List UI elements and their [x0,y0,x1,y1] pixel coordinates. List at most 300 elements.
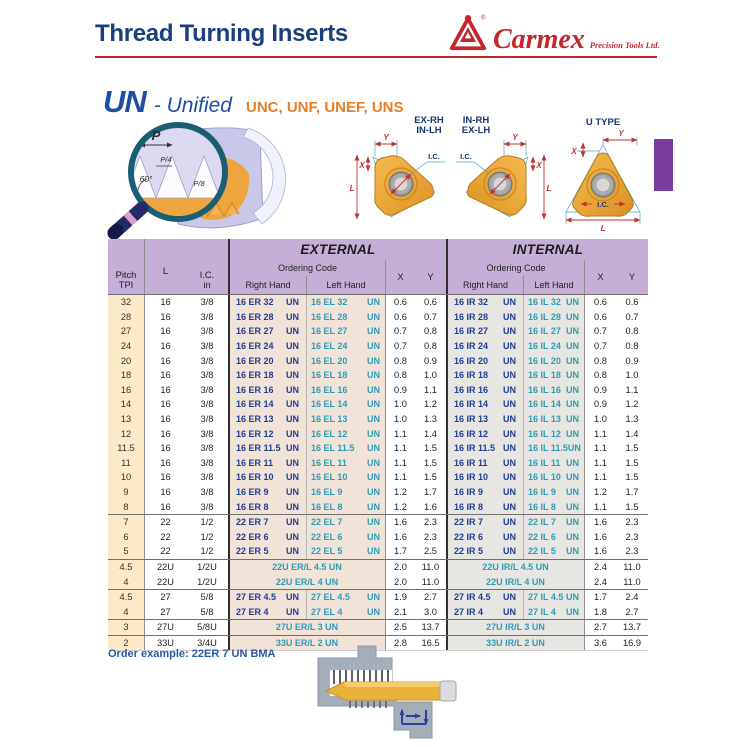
external-rh-code-cell-text: 16 ER 10 [236,472,274,483]
internal-y-cell: 2.7 [625,606,639,617]
pitch-cell: 4.5 [108,590,144,605]
internal-rh-code-cell-text: 16 IR 16 [454,384,489,395]
external-x-cell: 0.7 [385,339,415,354]
dim-label-ic: I.C. [428,152,440,161]
internal-lh-code-cell [523,485,584,500]
table-row [108,412,648,427]
external-x-cell: 1.1 [385,456,415,471]
pitch-cell: 11 [108,456,144,471]
external-x-cell: 1.6 [385,515,415,530]
external-x-cell: 1.7 [385,544,415,559]
table-row [108,397,648,412]
external-rh-code-cell-text: 16 ER 18 [236,370,274,381]
internal-lh-code-cell-suffix: UN [566,592,579,603]
l-cell: 27U [144,620,186,635]
internal-y-cell: 16.9 [622,637,642,648]
external-y-cell: 1.6 [424,501,437,512]
col-header-pitch-line2: TPI [118,280,134,291]
ic-cell: 3/8 [200,414,214,425]
external-rh-code-cell-text: 16 ER 8 [236,501,269,512]
ic-cell: 3/8 [200,487,214,498]
external-rh-code-cell-text: 27 ER 4 [236,606,269,617]
external-rh-code-cell [228,470,306,485]
dim-label-ic: I.C. [460,152,472,161]
pitch-cell: 14 [108,397,144,412]
external-y-cell: 0.6 [424,297,437,308]
internal-rh-code-cell [446,441,523,456]
l-cell: 22 [144,544,186,559]
external-lh-code-cell-text: 16 EL 14 [311,399,348,410]
internal-x-cell: 1.7 [584,590,616,605]
thread-profile-magnifier [100,118,290,240]
external-lh-code-cell [306,515,385,530]
internal-y-cell: 1.0 [625,370,639,381]
internal-y-cell: 0.9 [625,355,639,366]
internal-lh-code-cell-suffix: UN [567,443,581,454]
internal-code-cell: 33U IR/L 2 UN [446,636,584,651]
profile-label-angle: 60° [139,174,153,184]
internal-rh-code-cell-text: 16 IR 13 [454,414,489,425]
internal-rh-code-cell-suffix: UN [503,606,516,617]
carmex-logo-icon [448,12,488,54]
internal-rh-code-cell-suffix: UN [503,326,516,337]
external-rh-code-cell-suffix: UN [286,592,299,603]
internal-rh-code-cell [446,383,523,398]
internal-y-cell: 0.8 [625,341,639,352]
external-lh-code-cell-suffix: UN [367,443,380,454]
internal-y-cell: 2.3 [625,517,639,528]
external-rh-code-cell-text: 16 ER 12 [236,428,274,439]
external-lh-code-cell-suffix: UN [367,487,380,498]
external-y-header: Y [427,271,434,282]
internal-rh-code-cell [446,530,523,545]
external-rh-code-cell [228,383,306,398]
external-lh-code-cell [306,353,385,368]
external-lh-code-cell-suffix: UN [367,606,380,617]
internal-lh-code-cell-text: 16 IL 12 [528,428,561,439]
table-row [108,530,648,545]
internal-x-cell: 2.4 [584,574,616,589]
internal-lh-code-cell-suffix: UN [566,341,579,352]
dim-label-l: L [546,184,552,193]
external-rh-code-cell-suffix: UN [286,606,299,617]
external-rh-code-cell-text: 16 ER 16 [236,384,274,395]
internal-x-cell: 0.9 [584,397,616,412]
external-lh-code-cell [306,295,385,310]
table-row [108,383,648,398]
internal-lh-code-cell-suffix: UN [566,457,579,468]
internal-lh-code-cell-text: 16 IL 32 [528,297,561,308]
external-lh-code-cell [306,470,385,485]
external-y-cell: 1.5 [424,457,437,468]
external-x-cell: 1.9 [385,590,415,605]
external-y-cell: 3.0 [424,606,437,617]
external-x-cell: 2.1 [385,604,415,619]
l-cell: 16 [144,412,186,427]
internal-rh-code-cell-text: 16 IR 32 [454,297,489,308]
internal-x-cell: 1.6 [584,530,616,545]
l-cell: 16 [144,499,186,514]
internal-y-cell: 11.0 [623,561,641,572]
ic-cell: 3/8 [200,355,214,366]
external-rh-code-cell [228,397,306,412]
external-lh-code-cell-suffix: UN [367,457,380,468]
external-y-cell: 2.3 [424,517,437,528]
external-x-cell: 2.8 [385,636,415,651]
table-row [108,470,648,485]
insert-diagrams [348,106,650,238]
internal-y-cell: 1.1 [625,384,639,395]
external-lh-code-cell [306,604,385,619]
internal-y-cell: 1.7 [625,487,639,498]
table-row [108,426,648,441]
internal-y-cell: 1.5 [625,457,639,468]
diagram-ex-rh [350,133,445,219]
external-x-cell: 1.1 [385,441,415,456]
series-name: UN [103,84,146,119]
internal-rh-code-cell [446,515,523,530]
internal-rh-code-cell-text: 16 IR 8 [454,501,484,512]
internal-rh-code-cell-suffix: UN [503,311,516,322]
internal-rh-code-cell [446,544,523,559]
external-lh-code-cell-text: 22 EL 6 [311,531,343,542]
external-lh-code-cell [306,324,385,339]
external-ordering-code-header: Ordering Code [228,260,385,276]
dim-label-y: Y [383,133,389,142]
l-cell: 16 [144,485,186,500]
external-lh-code-cell-text: 16 EL 11 [311,457,347,468]
internal-ordering-code-header: Ordering Code [446,260,584,276]
external-rh-code-cell [228,515,306,530]
external-x-cell: 1.1 [385,426,415,441]
pitch-cell: 24 [108,339,144,354]
internal-rh-code-cell-suffix: UN [503,517,516,528]
internal-rh-code-cell-text: 16 IR 20 [454,355,489,366]
external-x-cell: 0.8 [385,368,415,383]
order-example: Order example: 22ER 7 UN BMA [108,648,276,660]
internal-x-cell: 1.8 [584,604,616,619]
pitch-cell: 16 [108,383,144,398]
external-y-cell: 1.5 [424,472,437,483]
external-left-hand-header: Left Hand [306,276,385,294]
external-lh-code-cell-text: 27 EL 4 [311,606,343,617]
internal-lh-code-cell-text: 16 IL 13 [528,414,561,425]
internal-lh-code-cell-text: 16 IL 28 [528,311,561,322]
external-lh-code-cell-suffix: UN [367,384,380,395]
external-rh-code-cell-suffix: UN [286,341,299,352]
internal-x-cell: 0.9 [584,383,616,398]
internal-x-cell: 1.1 [584,426,616,441]
external-lh-code-cell-suffix: UN [367,472,380,483]
internal-rh-code-cell-text: 16 IR 18 [454,370,489,381]
external-lh-code-cell-text: 22 EL 7 [311,517,343,528]
external-lh-code-cell-text: 16 EL 10 [311,472,348,483]
external-lh-code-cell-text: 16 EL 18 [311,370,348,381]
external-y-cell: 2.7 [424,592,437,603]
l-cell: 22U [144,560,186,575]
internal-lh-code-cell-suffix: UN [566,355,579,366]
internal-code-cell: 27U IR/L 3 UN [446,620,584,635]
external-lh-code-cell [306,590,385,605]
internal-x-cell: 1.1 [584,441,616,456]
internal-y-cell: 13.7 [622,622,642,633]
external-lh-code-cell [306,339,385,354]
external-rh-code-cell [228,324,306,339]
dim-label-x: X [536,161,542,170]
ic-cell: 3/8 [200,428,214,439]
ic-cell: 1/2 [200,517,214,528]
external-rh-code-cell [228,441,306,456]
internal-y-cell: 2.3 [625,546,639,557]
table-row [108,295,648,310]
col-header-ic [186,239,228,294]
ic-cell: 3/8 [200,443,214,454]
external-y-cell: 1.3 [424,414,437,425]
l-cell: 16 [144,368,186,383]
l-cell: 16 [144,470,186,485]
external-rh-code-cell-suffix: UN [286,443,299,454]
external-code-cell: 33U ER/L 2 UN [228,636,385,651]
internal-lh-code-cell [523,470,584,485]
internal-x-cell: 0.6 [584,295,616,310]
ic-cell: 5/8 [200,606,214,617]
external-y-cell: 0.8 [424,326,437,337]
internal-lh-code-cell [523,353,584,368]
diagram1-title-line1: EX-RH [414,115,444,126]
pitch-cell: 13 [108,412,144,427]
external-rh-code-cell-suffix: UN [286,517,299,528]
external-lh-code-cell-suffix: UN [367,311,380,322]
internal-rh-code-cell-text: 22 IR 7 [454,517,484,528]
internal-lh-code-cell-text: 27 IL 4 [528,606,556,617]
internal-rh-code-cell-text: 27 IR 4.5 [454,592,491,603]
internal-lh-code-cell-suffix: UN [566,384,579,395]
internal-x-cell: 3.6 [584,636,616,651]
insert-table [108,239,648,651]
internal-rh-code-cell [446,485,523,500]
external-x-cell: 1.0 [385,397,415,412]
internal-lh-code-cell-suffix: UN [566,311,579,322]
external-rh-code-cell-text: 27 ER 4.5 [236,592,277,603]
internal-rh-code-cell [446,368,523,383]
external-lh-code-cell [306,499,385,514]
external-rh-code-cell-text: 22 ER 7 [236,517,269,528]
internal-lh-code-cell-text: 16 IL 11 [528,457,561,468]
page-title: Thread Turning Inserts [95,20,348,47]
table-row [108,339,648,354]
dim-label-l: L [600,224,606,233]
external-rh-code-cell-suffix: UN [286,487,299,498]
pitch-cell: 4 [108,574,144,589]
internal-lh-code-cell [523,383,584,398]
ic-cell: 1/2U [197,561,217,572]
pitch-cell: 9 [108,485,144,500]
profile-label-p4: P/4 [160,155,172,164]
internal-rh-code-cell [446,456,523,471]
internal-rh-code-cell-suffix: UN [503,341,516,352]
external-lh-code-cell-suffix: UN [367,517,380,528]
pitch-cell: 4.5 [108,560,144,575]
external-rh-code-cell-suffix: UN [286,531,299,542]
external-x-cell: 1.0 [385,412,415,427]
pitch-cell: 11.5 [108,441,144,456]
external-rh-code-cell-text: 16 ER 27 [236,326,274,337]
external-rh-code-cell-text: 16 ER 28 [236,311,274,322]
external-x-cell: 2.5 [385,620,415,635]
external-rh-code-cell-suffix: UN [286,501,299,512]
external-lh-code-cell-suffix: UN [367,355,380,366]
internal-y-cell: 0.6 [625,297,639,308]
internal-rh-code-cell-text: 16 IR 10 [454,472,489,483]
internal-x-cell: 0.8 [584,368,616,383]
internal-y-cell: 2.3 [625,531,639,542]
internal-lh-code-cell [523,590,584,605]
internal-rh-code-cell-suffix: UN [503,531,516,542]
external-y-cell: 11.0 [421,561,440,572]
ic-cell: 3/8 [200,501,214,512]
external-lh-code-cell-text: 16 EL 8 [311,501,343,512]
col-header-pitch-line1: Pitch [115,269,137,280]
external-y-cell: 0.7 [424,311,437,322]
pitch-cell: 7 [108,515,144,530]
brand-logo [448,12,660,54]
external-rh-code-cell [228,499,306,514]
diagram-u-type [566,129,640,233]
pitch-cell: 20 [108,353,144,368]
internal-rh-code-cell-suffix: UN [503,457,516,468]
table-row [108,515,648,530]
external-y-cell: 1.5 [424,443,437,454]
profile-label-p: P [151,128,161,143]
l-cell: 27 [144,590,186,605]
external-code-cell: 22U ER/L 4.5 UN [228,560,385,575]
internal-lh-code-cell-text: 16 IL 24 [528,341,561,352]
pitch-cell: 4 [108,604,144,619]
col-header-ic-line1: I.C. [199,269,215,280]
ic-cell: 3/8 [200,472,214,483]
dim-label-ic: I.C. [597,200,609,209]
external-y-cell: 1.7 [424,487,437,498]
external-x-cell: 0.6 [385,295,415,310]
internal-y-cell: 1.5 [625,501,639,512]
external-rh-code-cell [228,368,306,383]
external-rh-code-cell [228,426,306,441]
external-lh-code-cell-suffix: UN [367,428,380,439]
external-x-cell: 0.7 [385,324,415,339]
l-cell: 16 [144,441,186,456]
ic-cell: 1/2 [200,546,214,557]
external-lh-code-cell [306,397,385,412]
internal-rh-code-cell [446,426,523,441]
external-lh-code-cell-text: 16 EL 20 [311,355,348,366]
external-y-cell: 1.4 [424,428,437,439]
internal-y-cell: 1.4 [625,428,639,439]
internal-rh-code-cell [446,499,523,514]
internal-lh-code-cell [523,499,584,514]
table-row [108,324,648,339]
internal-y-cell: 11.0 [623,576,641,587]
internal-lh-code-cell-text: 16 IL 8 [528,501,556,512]
header-divider [95,56,657,58]
table-row [108,560,648,575]
internal-x-cell: 0.6 [584,310,616,325]
external-y-cell: 2.5 [424,546,437,557]
brand-tagline: Precision Tools Ltd. [589,40,660,50]
table-row [108,574,648,590]
internal-x-cell: 2.4 [584,560,616,575]
internal-lh-code-cell-suffix: UN [566,414,579,425]
series-suffix: - Unified [153,94,232,117]
dim-label-x: X [359,161,365,170]
internal-x-cell: 1.0 [584,412,616,427]
external-lh-code-cell [306,426,385,441]
internal-rh-code-cell-suffix: UN [503,297,516,308]
l-cell: 16 [144,397,186,412]
external-rh-code-cell [228,590,306,605]
internal-rh-code-cell-suffix: UN [503,546,516,557]
table-row [108,604,648,620]
internal-lh-code-cell-text: 16 IL 14 [528,399,561,410]
internal-rh-code-cell-text: 22 IR 5 [454,546,484,557]
external-x-cell: 2.0 [385,560,415,575]
external-lh-code-cell-text: 16 EL 28 [311,311,348,322]
ic-cell: 3/8 [200,297,214,308]
pitch-cell: 28 [108,310,144,325]
internal-x-cell: 0.8 [584,353,616,368]
external-y-cell: 2.3 [424,531,437,542]
external-x-header: X [385,260,415,294]
pitch-cell: 5 [108,544,144,559]
internal-lh-code-cell [523,441,584,456]
external-rh-code-cell [228,530,306,545]
table-row [108,590,648,605]
external-lh-code-cell-text: 27 EL 4.5 [311,592,350,603]
external-rh-code-cell-suffix: UN [286,546,299,557]
l-cell: 16 [144,324,186,339]
external-lh-code-cell-text: 16 EL 12 [311,428,348,439]
pitch-cell: 27 [108,324,144,339]
table-row [108,544,648,560]
ic-cell: 5/8U [197,622,217,633]
external-rh-code-cell-suffix: UN [286,428,299,439]
ic-cell: 3/8 [200,341,214,352]
internal-lh-code-cell-suffix: UN [566,297,579,308]
internal-rh-code-cell [446,604,523,619]
internal-lh-code-cell [523,530,584,545]
l-cell: 16 [144,426,186,441]
col-header-l: L [144,239,186,294]
external-rh-code-cell [228,353,306,368]
internal-rh-code-cell-suffix: UN [503,501,516,512]
external-y-cell: 0.8 [424,341,437,352]
external-rh-code-cell [228,485,306,500]
external-lh-code-cell-text: 16 EL 11.5 [311,443,355,454]
internal-x-cell: 1.1 [584,470,616,485]
diagram1-title-line2: IN-LH [416,125,442,136]
ic-cell: 1/2 [200,531,214,542]
internal-rh-code-cell [446,324,523,339]
table-row [108,499,648,515]
external-rh-code-cell-text: 16 ER 14 [236,399,274,410]
ic-cell: 3/8 [200,457,214,468]
dim-label-l: L [349,184,355,193]
internal-y-header: Y [628,271,636,282]
external-rh-code-cell-text: 16 ER 20 [236,355,274,366]
pitch-cell: 18 [108,368,144,383]
ic-cell: 3/8 [200,370,214,381]
table-row [108,456,648,471]
internal-lh-code-cell-suffix: UN [566,606,579,617]
